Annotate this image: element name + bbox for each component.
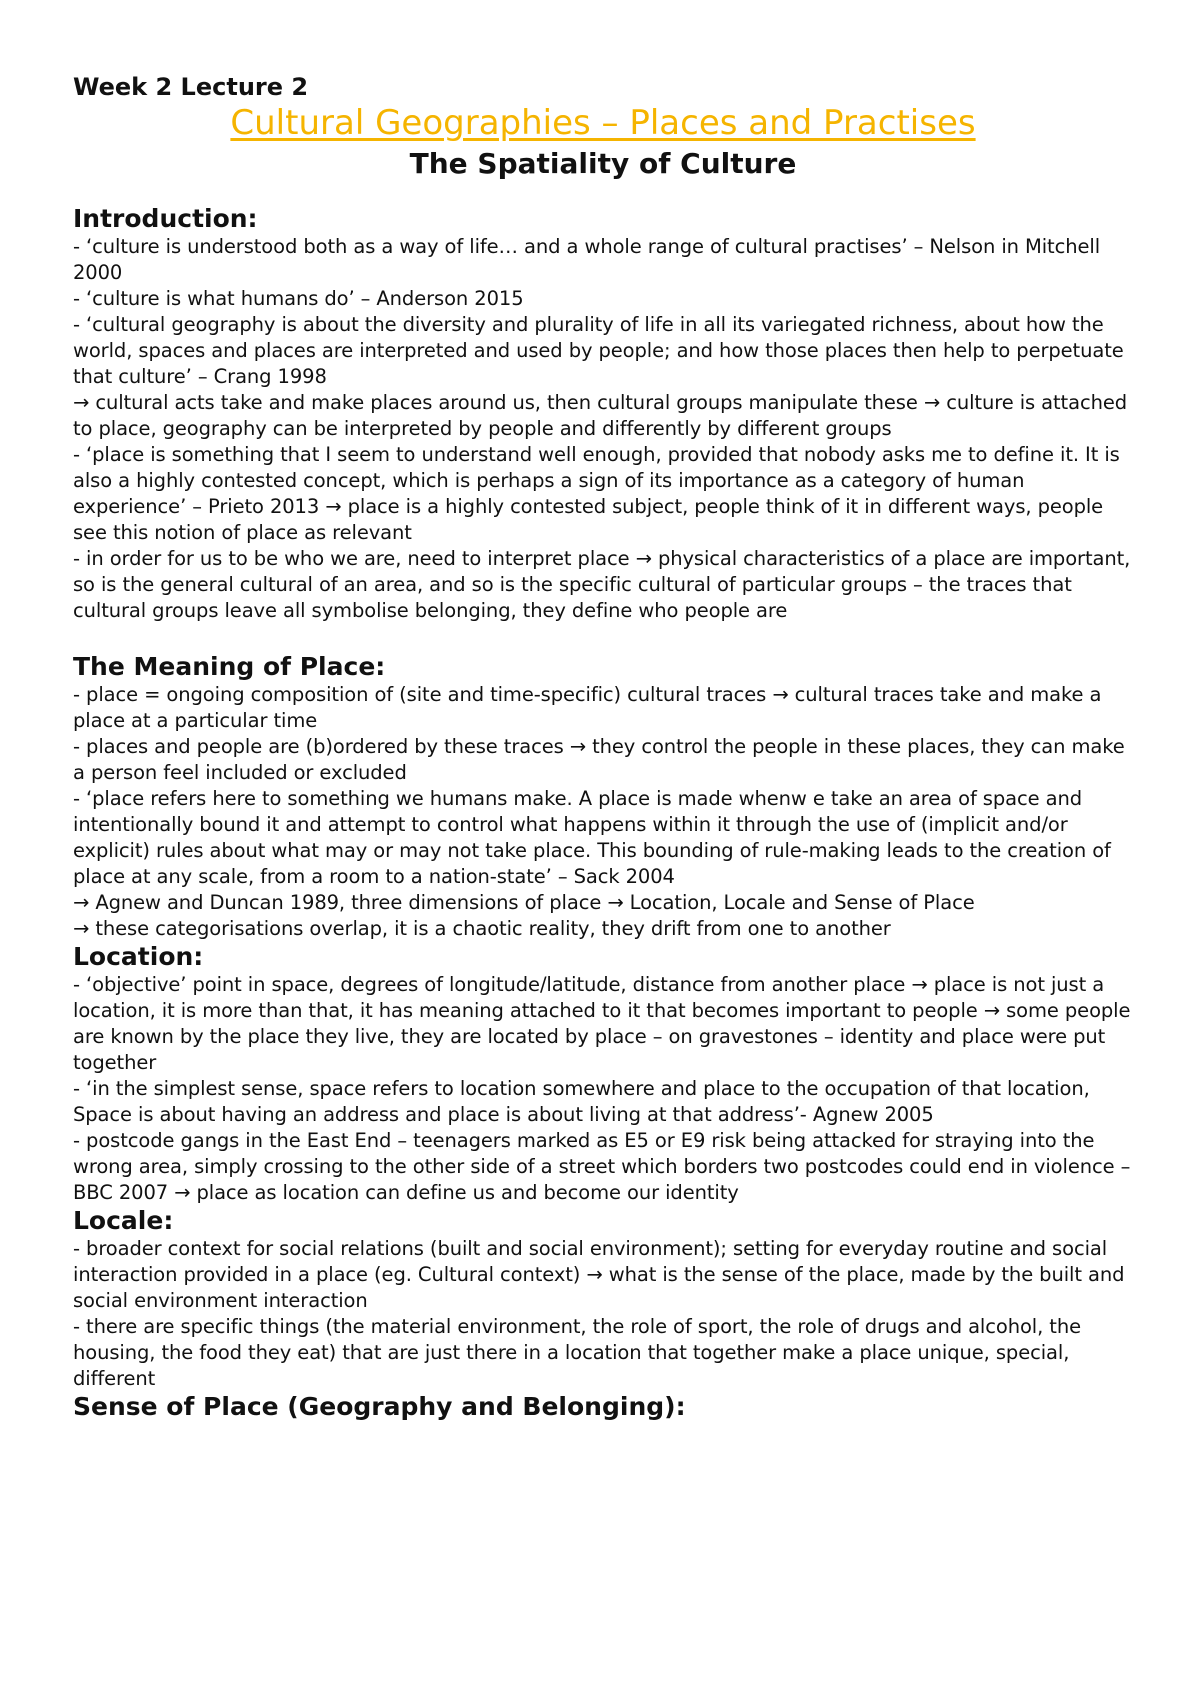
paragraph: - ‘in the simplest sense, space refers to location somewhere and place to the occupation of that location, Space is about having an address and place is about living at that address’- Agnew 2005 xyxy=(73,1077,1090,1126)
document-subtitle: The Spatiality of Culture xyxy=(409,147,797,180)
paragraph: → cultural acts take and make places around us, then cultural groups manipulate these → culture is attached to place, geography can be interpreted by people and differently by different groups xyxy=(73,391,1128,440)
section-heading-introduction: Introduction: xyxy=(73,204,258,233)
paragraph: - ‘place is something that I seem to understand well enough, provided that nobody asks me to define it. It is also a highly contested concept, which is perhaps a sign of its importance as a category of human experience’ – Prieto 2013 → place is a highly contested subject, people think of it in different ways, people see this notion of place as relevant xyxy=(73,443,1120,544)
document-title: Cultural Geographies – Places and Practises xyxy=(230,103,976,143)
paragraph: - ‘place refers here to something we humans make. A place is made whenw e take an area of space and intentionally bound it and attempt to control what happens within it through the use of (implicit and/or explicit) rules about what may or may not take place. This bounding of rule-making leads to the creation of place at any scale, from a room to a nation-state’ – Sack 2004 xyxy=(73,787,1111,888)
paragraph: - postcode gangs in the East End – teenagers marked as E5 or E9 risk being attacked for straying into the wrong area, simply crossing to the other side of a street which borders two postcodes could end in violence – BBC 2007 → place as location can define us and become our identity xyxy=(73,1129,1131,1204)
section-heading-sense-of-place: Sense of Place (Geography and Belonging): xyxy=(73,1392,686,1421)
section-heading-meaning-of-place: The Meaning of Place: xyxy=(73,652,386,681)
week-label: Week 2 Lecture 2 xyxy=(73,73,309,101)
paragraph: - ‘culture is what humans do’ – Anderson 2015 xyxy=(73,287,524,310)
paragraph: → these categorisations overlap, it is a chaotic reality, they drift from one to another xyxy=(73,917,891,940)
paragraph: - ‘cultural geography is about the diversity and plurality of life in all its variegated richness, about how the world, spaces and places are interpreted and used by people; and how those places then help to perpetuate that culture’ – Crang 1998 xyxy=(73,313,1124,388)
paragraph: - broader context for social relations (built and social environment); setting for everyday routine and social interaction provided in a place (eg. Cultural context) → what is the sense of the place, made by the built and social environment interaction xyxy=(73,1237,1125,1312)
section-heading-locale: Locale: xyxy=(73,1206,174,1235)
paragraph: - there are specific things (the material environment, the role of sport, the role of drugs and alcohol, the housing, the food they eat) that are just there in a location that together make a place unique, special, different xyxy=(73,1315,1082,1390)
document-content xyxy=(73,72,1133,1422)
paragraph: - ‘culture is understood both as a way of life… and a whole range of cultural practises’ – Nelson in Mitchell 2000 xyxy=(73,235,1101,284)
section-spacer xyxy=(73,624,1133,652)
paragraph: - in order for us to be who we are, need to interpret place → physical characteristics of a place are important, so is the general cultural of an area, and so is the specific cultural of particular groups – the traces that cultural groups leave all symbolise belonging, they define who people are xyxy=(73,547,1131,622)
section-heading-location: Location: xyxy=(73,942,204,971)
paragraph: - place = ongoing composition of (site and time-specific) cultural traces → cultural traces take and make a place at a particular time xyxy=(73,683,1102,732)
paragraph: - places and people are (b)ordered by these traces → they control the people in these places, they can make a person feel included or excluded xyxy=(73,735,1125,784)
paragraph: → Agnew and Duncan 1989, three dimensions of place → Location, Locale and Sense of Place xyxy=(73,891,975,914)
paragraph: - ‘objective’ point in space, degrees of longitude/latitude, distance from another place → place is not just a location, it is more than that, it has meaning attached to it that becomes important to people → some people are known by the place they live, they are located by place – on gravestones – identity and place were put together xyxy=(73,973,1131,1074)
